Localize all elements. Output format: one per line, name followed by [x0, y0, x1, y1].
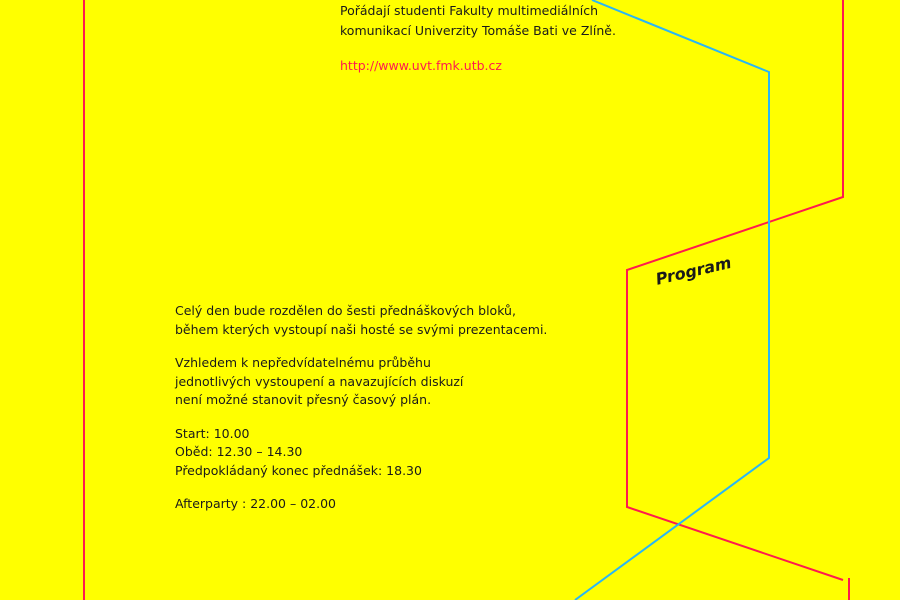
- note-line-3: není možné stanovit přesný časový plán.: [175, 392, 432, 407]
- note-line-2: jednotlivých vystoupení a navazujících diskuzí: [175, 373, 464, 389]
- cyan-zigzag-line: [575, 0, 769, 600]
- note-line-1: Vzhledem k nepředvídatelnému průběhu: [175, 355, 431, 370]
- magenta-zigzag-line: [627, 0, 843, 580]
- program-heading: Program: [653, 252, 734, 289]
- intro-line-1: Celý den bude rozdělen do šesti přednáškových bloků,: [175, 303, 516, 318]
- organizers-line-1: Pořádají studenti Fakulty multimediálních: [340, 3, 599, 18]
- lunch-time: Oběd: 12.30 – 14.30: [175, 444, 303, 459]
- intro-line-2: během kterých vystoupí naši hosté se svými prezentacemi.: [175, 321, 548, 337]
- website-link[interactable]: http://www.uvt.fmk.utb.cz: [340, 58, 502, 73]
- start-time: Start: 10.00: [175, 425, 250, 441]
- organizers-line-2: komunikací Univerzity Tomáše Bati ve Zlíně.: [340, 23, 616, 38]
- organizers-text: [340, 1, 616, 41]
- end-time: Předpokládaný konec přednášek: 18.30: [175, 462, 422, 478]
- afterparty-time: Afterparty : 22.00 – 02.00: [175, 496, 336, 511]
- program-info: [175, 302, 547, 514]
